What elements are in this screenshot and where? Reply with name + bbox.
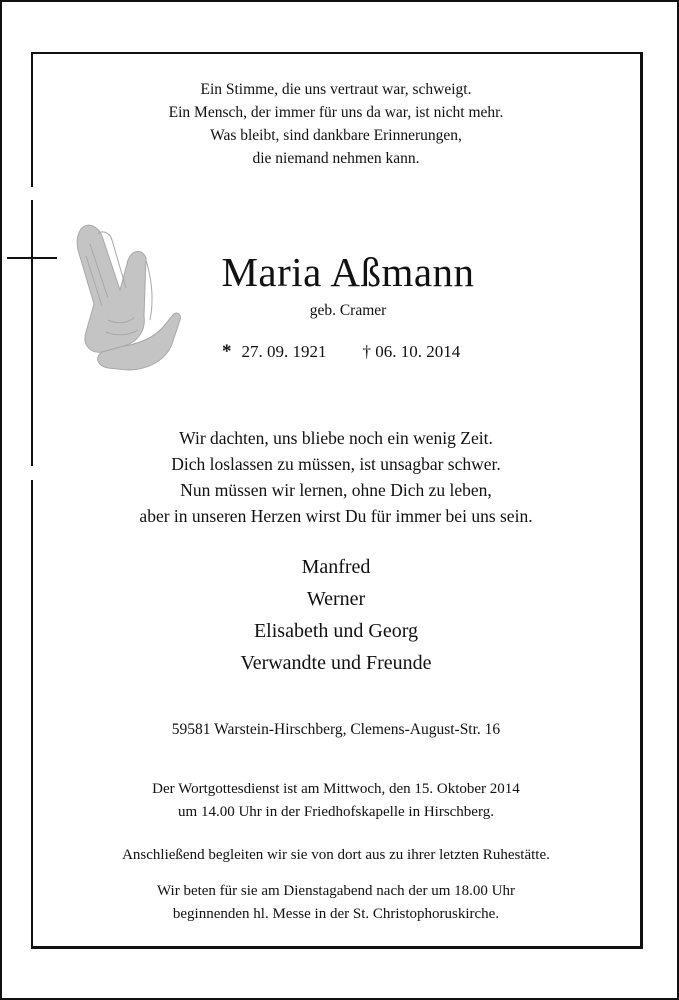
poem-line: Nun müssen wir lernen, ohne Dich zu leben,: [180, 480, 492, 500]
poem-line: aber in unseren Herzen wirst Du für immer bei uns sein.: [139, 506, 533, 526]
mass-line: Wir beten für sie am Dienstagabend nach der um 18.00 Uhr: [156, 883, 516, 899]
mass-info: [33, 880, 639, 926]
death-cross-icon: †: [362, 342, 371, 361]
burial-info: Anschließend begleiten wir sie von dort aus zu ihrer letzten Ruhestätte.: [122, 847, 550, 863]
family-address: 59581 Warstein-Hirschberg, Clemens-August-Str. 16: [171, 721, 501, 738]
service-line: Der Wortgottesdienst ist am Mittwoch, den 15. Oktober 2014: [152, 781, 520, 797]
birth-star-icon: *: [222, 341, 232, 362]
mourner-name: Werner: [306, 588, 366, 610]
mourner-name: Verwandte und Freunde: [240, 652, 432, 674]
life-dates: [222, 340, 492, 364]
middle-poem: [33, 425, 639, 529]
service-info: [33, 778, 639, 824]
mourners-list: [33, 551, 639, 679]
mourner-name: Elisabeth und Georg: [253, 620, 419, 642]
poem-line: Ein Stimme, die uns vertraut war, schweigt.: [200, 81, 472, 98]
deceased-name: Maria Aßmann: [221, 249, 475, 295]
mourner-name: Manfred: [301, 556, 371, 578]
poem-line: Ein Mensch, der immer für uns da war, ist nicht mehr.: [168, 104, 504, 121]
death-date: 06. 10. 2014: [375, 342, 461, 361]
cross-icon: [7, 257, 57, 259]
birth-date: 27. 09. 1921: [241, 342, 327, 361]
mass-line: beginnenden hl. Messe in der St. Christophoruskirche.: [172, 906, 500, 922]
praying-hands-icon: [68, 220, 188, 375]
service-line: um 14.00 Uhr in der Friedhofskapelle in Hirschberg.: [178, 804, 494, 820]
opening-poem: [33, 78, 639, 170]
poem-line: die niemand nehmen kann.: [252, 150, 420, 167]
poem-line: Wir dachten, uns bliebe noch ein wenig Zeit.: [179, 428, 493, 448]
maiden-name: geb. Cramer: [309, 302, 387, 319]
poem-line: Dich loslassen zu müssen, ist unsagbar schwer.: [171, 454, 501, 474]
poem-line: Was bleibt, sind dankbare Erinnerungen,: [210, 127, 462, 144]
